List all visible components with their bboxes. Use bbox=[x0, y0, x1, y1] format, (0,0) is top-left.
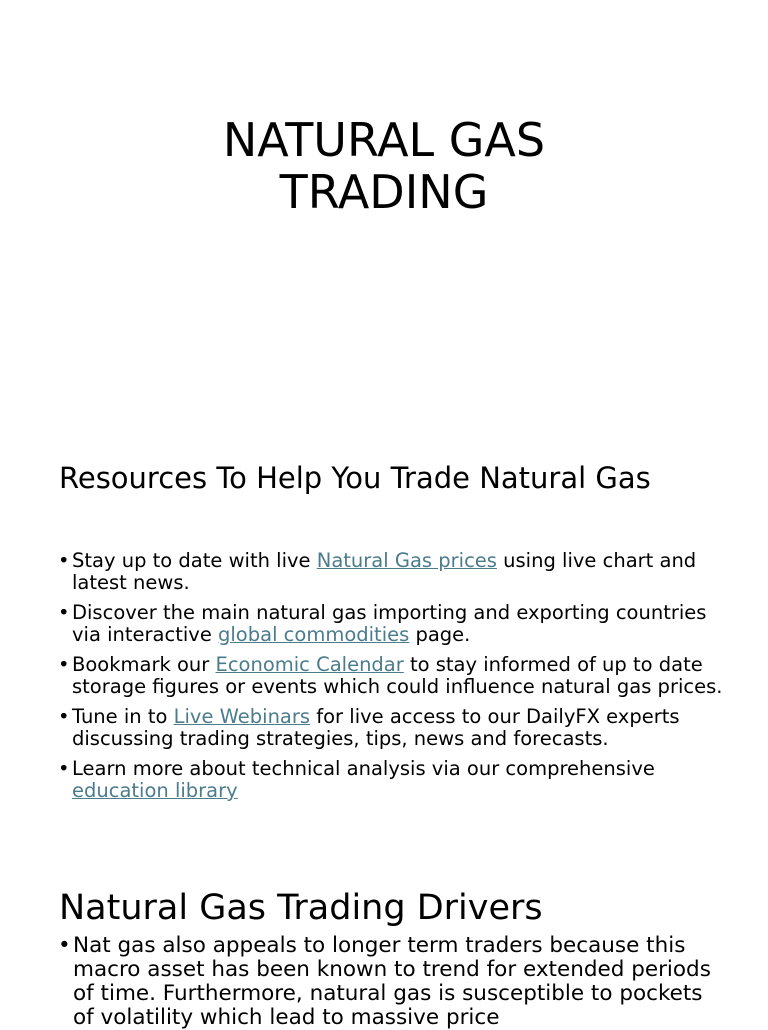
resources-item-text: page. bbox=[409, 623, 471, 646]
resources-item-natural-gas-prices bbox=[58, 550, 728, 594]
resources-item-global-commodities bbox=[58, 602, 728, 646]
slide-title-line-2: TRADING bbox=[279, 165, 489, 219]
resources-item-text: Learn more about technical analysis via our comprehensive bbox=[72, 757, 655, 780]
resources-item-text: Tune in to bbox=[72, 705, 174, 728]
slide-title-line-1: NATURAL GAS bbox=[222, 113, 546, 167]
drivers-list bbox=[58, 934, 718, 1030]
resources-item-text: Stay up to date with live bbox=[72, 549, 317, 572]
resources-item-text: Discover the main natural gas importing and exporting countries via interactive bbox=[72, 601, 707, 646]
natural-gas-prices-link[interactable]: Natural Gas prices bbox=[316, 549, 497, 572]
resources-item-text: using live chart and latest news. bbox=[72, 549, 697, 594]
drivers-item: • Nat gas also appeals to longer term traders because this macro asset has been known to trend for extended periods of time. Furthermore, natural gas is susceptible to pockets of volatility which lead to massive price bbox=[58, 934, 718, 1030]
resources-item-text: for live access to our DailyFX experts discussing trading strategies, tips, news and forecasts. bbox=[72, 705, 680, 750]
drivers-heading: Natural Gas Trading Drivers bbox=[59, 888, 543, 928]
resources-list bbox=[58, 550, 728, 810]
live-webinars-link[interactable]: Live Webinars bbox=[173, 705, 311, 728]
resources-item-text: to stay informed of up to date storage figures or events which could influence natural gas prices. bbox=[72, 653, 723, 698]
resources-heading: Resources To Help You Trade Natural Gas bbox=[59, 461, 651, 495]
resources-item-text: Bookmark our bbox=[72, 653, 216, 676]
education-library-link[interactable]: education library bbox=[72, 779, 238, 802]
resources-item-education-library bbox=[58, 758, 728, 802]
economic-calendar-link[interactable]: Economic Calendar bbox=[215, 653, 404, 676]
resources-item-live-webinars bbox=[58, 706, 728, 750]
resources-item-economic-calendar bbox=[58, 654, 728, 698]
slide-title bbox=[0, 114, 768, 218]
global-commodities-link[interactable]: global commodities bbox=[218, 623, 410, 646]
